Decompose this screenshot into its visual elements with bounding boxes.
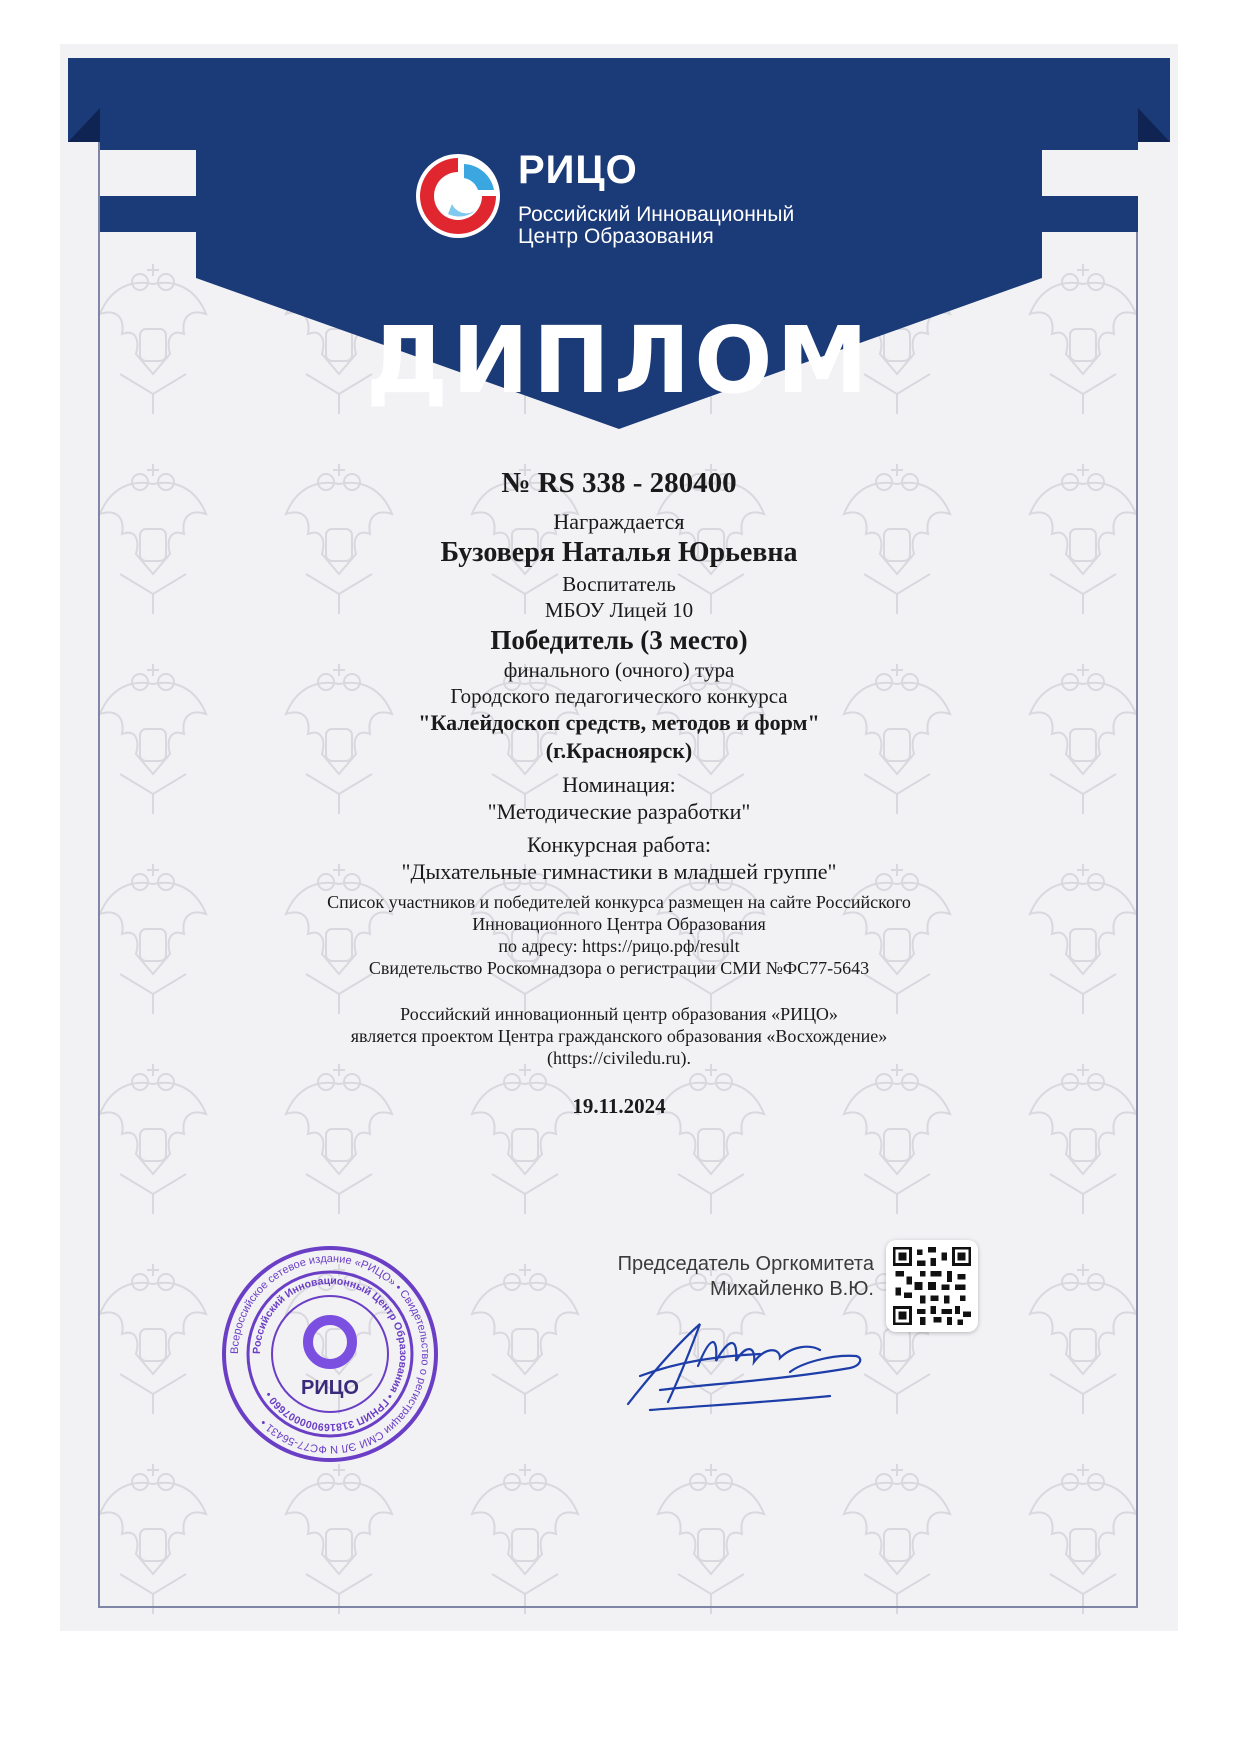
stamp-seal-icon bbox=[220, 1244, 440, 1464]
recipient-organization: МБОУ Лицей 10 bbox=[544, 598, 694, 622]
org-info-line2: является проектом Центра гражданского образования «Восхождение» bbox=[350, 1026, 888, 1046]
rico-logo bbox=[408, 144, 828, 264]
work-label: Конкурсная работа: bbox=[526, 832, 712, 857]
nomination-label: Номинация: bbox=[562, 772, 676, 797]
seal-center-label: РИЦО bbox=[301, 1377, 359, 1399]
org-info-line1: Российский инновационный центр образования «РИЦО» bbox=[400, 1004, 838, 1024]
recipient-position: Воспитатель bbox=[562, 572, 676, 596]
svg-text:Российский Инновационный Центр bbox=[251, 1275, 409, 1433]
diploma-title: ДИПЛОМ bbox=[365, 307, 873, 414]
awarded-label: Награждается bbox=[553, 509, 685, 534]
logo-subtitle bbox=[518, 204, 858, 248]
award-place: Победитель (3 место) bbox=[490, 625, 748, 655]
contest-type: Городского педагогического конкурса bbox=[450, 684, 788, 708]
logo-title: РИЦО bbox=[518, 148, 638, 192]
results-info-line2: Инновационного Центра Образования bbox=[472, 914, 766, 934]
contest-city: (г.Красноярск) bbox=[545, 738, 693, 763]
contest-stage: финального (очного) тура bbox=[503, 658, 735, 682]
seal-outer-text: Всероссийское сетевое издание «РИЦО» • Свидетельство о регистрации СМИ ЭЛ N ФС77-56431 • bbox=[228, 1252, 432, 1456]
chairman-block bbox=[500, 1252, 874, 1302]
work-value: "Дыхательные гимнастики в младшей группе" bbox=[401, 859, 837, 884]
qr-code-icon bbox=[893, 1247, 971, 1325]
recipient-name: Бузоверя Наталья Юрьевна bbox=[440, 537, 798, 568]
signature-icon bbox=[620, 1306, 880, 1416]
issue-date: 19.11.2024 bbox=[572, 1094, 666, 1118]
seal-inner-text: Российский Инновационный Центр Образования • ГРНИП 318169000007660 • bbox=[250, 1274, 410, 1434]
chairman-name: Михайленко В.Ю. bbox=[709, 1278, 874, 1300]
registration-info: Свидетельство Роскомнадзора о регистрации СМИ №ФС77-5643 bbox=[368, 958, 870, 978]
results-info-line1: Список участников и победителей конкурса размещен на сайте Российского bbox=[327, 892, 911, 912]
diploma-sheet bbox=[60, 44, 1178, 1631]
chairman-title: Председатель Оргкомитета bbox=[617, 1253, 874, 1275]
diploma-number: № RS 338 - 280400 bbox=[501, 467, 737, 499]
logo-subtitle-line2: Центр Образования bbox=[518, 225, 714, 248]
diploma-content bbox=[60, 464, 1178, 1119]
qr-code[interactable] bbox=[886, 1240, 978, 1332]
results-info-line3: по адресу: https://рицо.рф/result bbox=[498, 936, 740, 956]
logo-subtitle-line1: Российский Инновационный bbox=[518, 203, 795, 226]
nomination-value: "Методические разработки" bbox=[487, 799, 751, 824]
org-info-line3: (https://civiledu.ru). bbox=[547, 1048, 691, 1068]
rico-logo-icon bbox=[408, 144, 508, 244]
contest-name: "Калейдоскоп средств, методов и форм" bbox=[418, 710, 820, 735]
